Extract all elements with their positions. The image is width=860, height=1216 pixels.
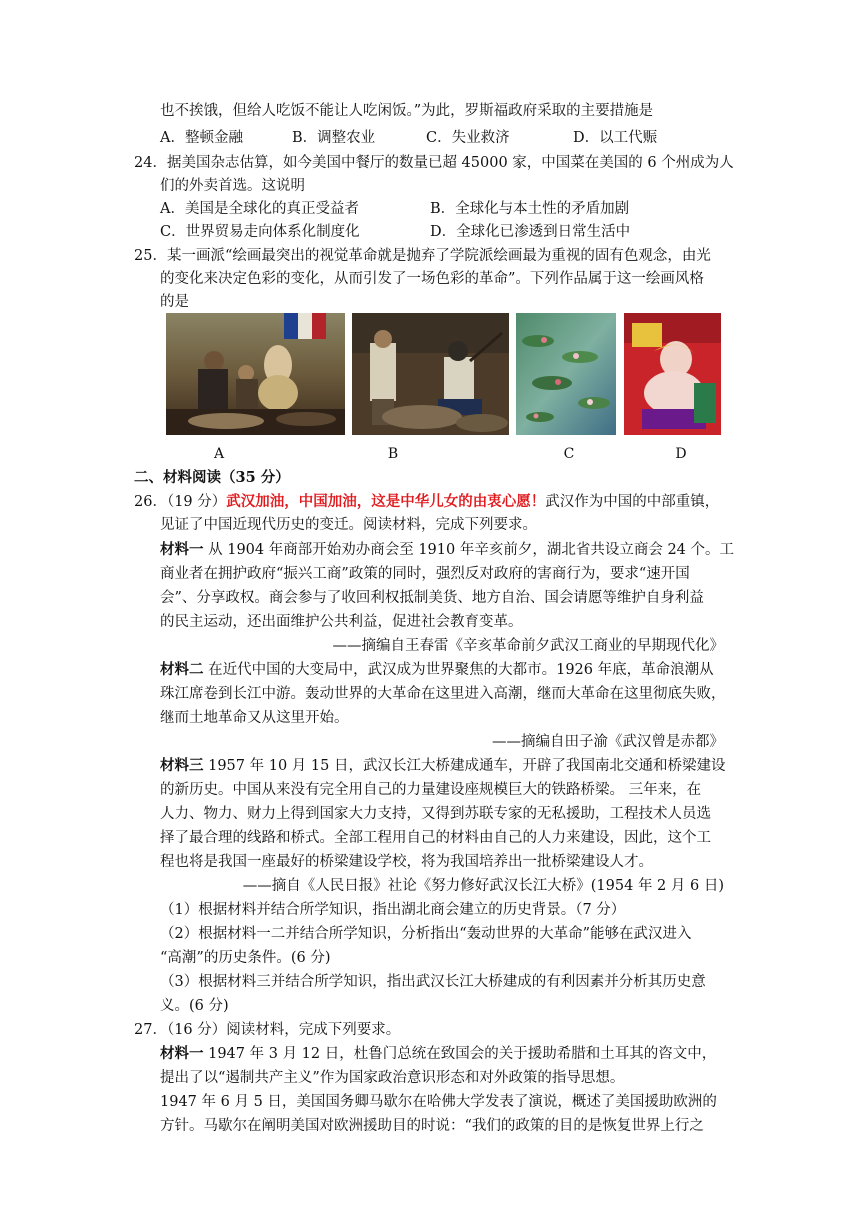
material-2-line-1 [160,660,714,680]
q26-sub-3-line-1: （3）根据材料三并结合所学知识，指出武汉长江大桥建成的有利因素并分析其历史意 [160,974,706,990]
q23-option-a: A．整顿金融 [160,130,243,146]
material-3-text-1: 1957 年 10 月 15 日，武汉长江大桥建成通车，开辟了我国南北交通和桥梁建设 [203,758,726,774]
material-2-line-2: 珠江席卷到长江中游。轰动世界的大革命在这里进入高潮，继而大革命在这里彻底失败， [160,686,726,702]
q26-sub-2-line-2: “高潮”的历史条件。(6 分) [160,950,331,966]
material-1-text-1: 从 1904 年商部开始劝办商会至 1910 年辛亥前夕，湖北省共设立商会 24 个。工 [203,542,735,558]
q26-sub-3-line-2: 义。(6 分) [160,998,229,1014]
q27-material-1-line-1 [160,1044,716,1064]
material-2-label: 材料二 [160,661,204,678]
q26-stem-rest: 武汉作为中国的中部重镇， [545,494,720,510]
q26-stem-1 [134,492,719,512]
q27-material-1-line-3: 1947 年 6 月 5 日，美国国务卿马歇尔在哈佛大学发表了演说，概述了美国援助欧洲的 [160,1094,717,1110]
q27-material-1-label: 材料一 [160,1045,204,1062]
q26-slogan: 武汉加油，中国加油，这是中华儿女的由衷心愿！ [226,493,546,510]
q27-material-1-line-2: 提出了以“遏制共产主义”作为国家政治意识形态和对外政策的指导思想。 [160,1070,625,1086]
q27-stem: 27．（16 分）阅读材料，完成下列要求。 [134,1022,401,1038]
q24-option-b: B．全球化与本土性的矛盾加剧 [430,201,630,217]
material-1-source: ——摘编自王春雷《辛亥革命前夕武汉工商业的早期现代化》 [332,638,724,654]
q26-sub-1: （1）根据材料并结合所学知识，指出湖北商会建立的历史背景。（7 分） [160,902,626,918]
material-3-line-4: 择了最合理的线路和桥式。全部工程用自己的材料由自己的人力来建设，因此，这个工 [160,830,711,846]
figure-label-a: A [213,446,225,462]
material-2-line-3: 继而土地革命又从这里开始。 [160,710,349,726]
q24-option-c: C．世界贸易走向体系化制度化 [160,224,360,240]
q23-option-c: C．失业救济 [426,130,510,146]
q24-option-d: D．全球化已渗透到日常生活中 [430,224,631,240]
q26-sub-2-line-1: （2）根据材料一二并结合所学知识，分析指出“轰动世界的大革命”能够在武汉进入 [160,926,692,942]
q23-stem-tail: 也不挨饿，但给人吃饭不能让人吃闲饭。”为此，罗斯福政府采取的主要措施是 [160,103,654,119]
material-1-label: 材料一 [160,541,204,558]
q25-stem-2: 的变化来决定色彩的变化，从而引发了一场色彩的革命”。下列作品属于这一绘画风格 [160,271,704,287]
material-3-line-1 [160,756,725,776]
material-3-source: ——摘自《人民日报》社论《努力修好武汉长江大桥》(1954 年 2 月 6 日) [242,878,724,894]
material-3-label: 材料三 [160,757,204,774]
q27-material-1-line-4: 方针。马歇尔在阐明美国对欧洲援助目的时说：“我们的政策的目的是恢复世界上行之 [160,1118,704,1134]
painting-d-image [624,313,721,435]
material-3-line-5: 程也将是我国一座最好的桥梁建设学校，将为我国培养出一批桥梁建设人才。 [160,854,653,870]
material-3-line-3: 人力、物力、财力上得到国家大力支持，又得到苏联专家的无私援助，工程技术人员选 [160,806,711,822]
q27-material-1-text-1: 1947 年 3 月 12 日，杜鲁门总统在致国会的关于援助希腊和土耳其的咨文中， [203,1046,717,1062]
section-2-heading: 二、材料阅读（35 分） [134,469,290,486]
q24-stem-1: 24．据美国杂志估算，如今美国中餐厅的数量已超 45000 家，中国菜在美国的 6 个州成为人 [134,155,734,171]
q26-stem-2: 见证了中国近现代历史的变迁。阅读材料，完成下列要求。 [160,517,537,533]
material-1-line-4: 的民主运动，还出面维护公共利益，促进社会教育变革。 [160,614,523,630]
q23-option-d: D．以工代赈 [573,130,658,146]
q26-number: 26．（19 分） [134,494,227,510]
material-3-line-2: 的新历史。中国从来没有完全用自己的力量建设座规模巨大的铁路桥梁。 三年来，在 [160,782,702,798]
q25-stem-1: 25．某一画派“绘画最突出的视觉革命就是抛弃了学院派绘画最为重视的固有色观念，由光 [134,248,711,264]
figure-label-c: C [563,446,575,462]
material-1-line-2: 商业者在拥护政府“振兴工商”政策的同时，强烈反对政府的害商行为，要求“速开国 [160,566,690,582]
material-1-line-3: 会”、分享政权。商会参与了收回利权抵制美货、地方自治、国会请愿等维护自身利益 [160,590,704,606]
material-1-line-1 [160,540,734,560]
q24-stem-2: 们的外卖首选。这说明 [160,178,305,194]
painting-a-image [166,313,345,435]
q25-stem-3: 的是 [160,294,189,310]
figure-label-b: B [387,446,399,462]
painting-c-image [516,313,616,435]
material-2-source: ——摘编自田子渝《武汉曾是赤都》 [492,734,724,750]
q24-option-a: A．美国是全球化的真正受益者 [160,201,359,217]
figure-label-d: D [675,446,687,462]
material-2-text-1: 在近代中国的大变局中，武汉成为世界聚焦的大都市。1926 年底，革命浪潮从 [203,662,714,678]
q23-option-b: B．调整农业 [292,130,376,146]
painting-b-image [352,313,509,435]
